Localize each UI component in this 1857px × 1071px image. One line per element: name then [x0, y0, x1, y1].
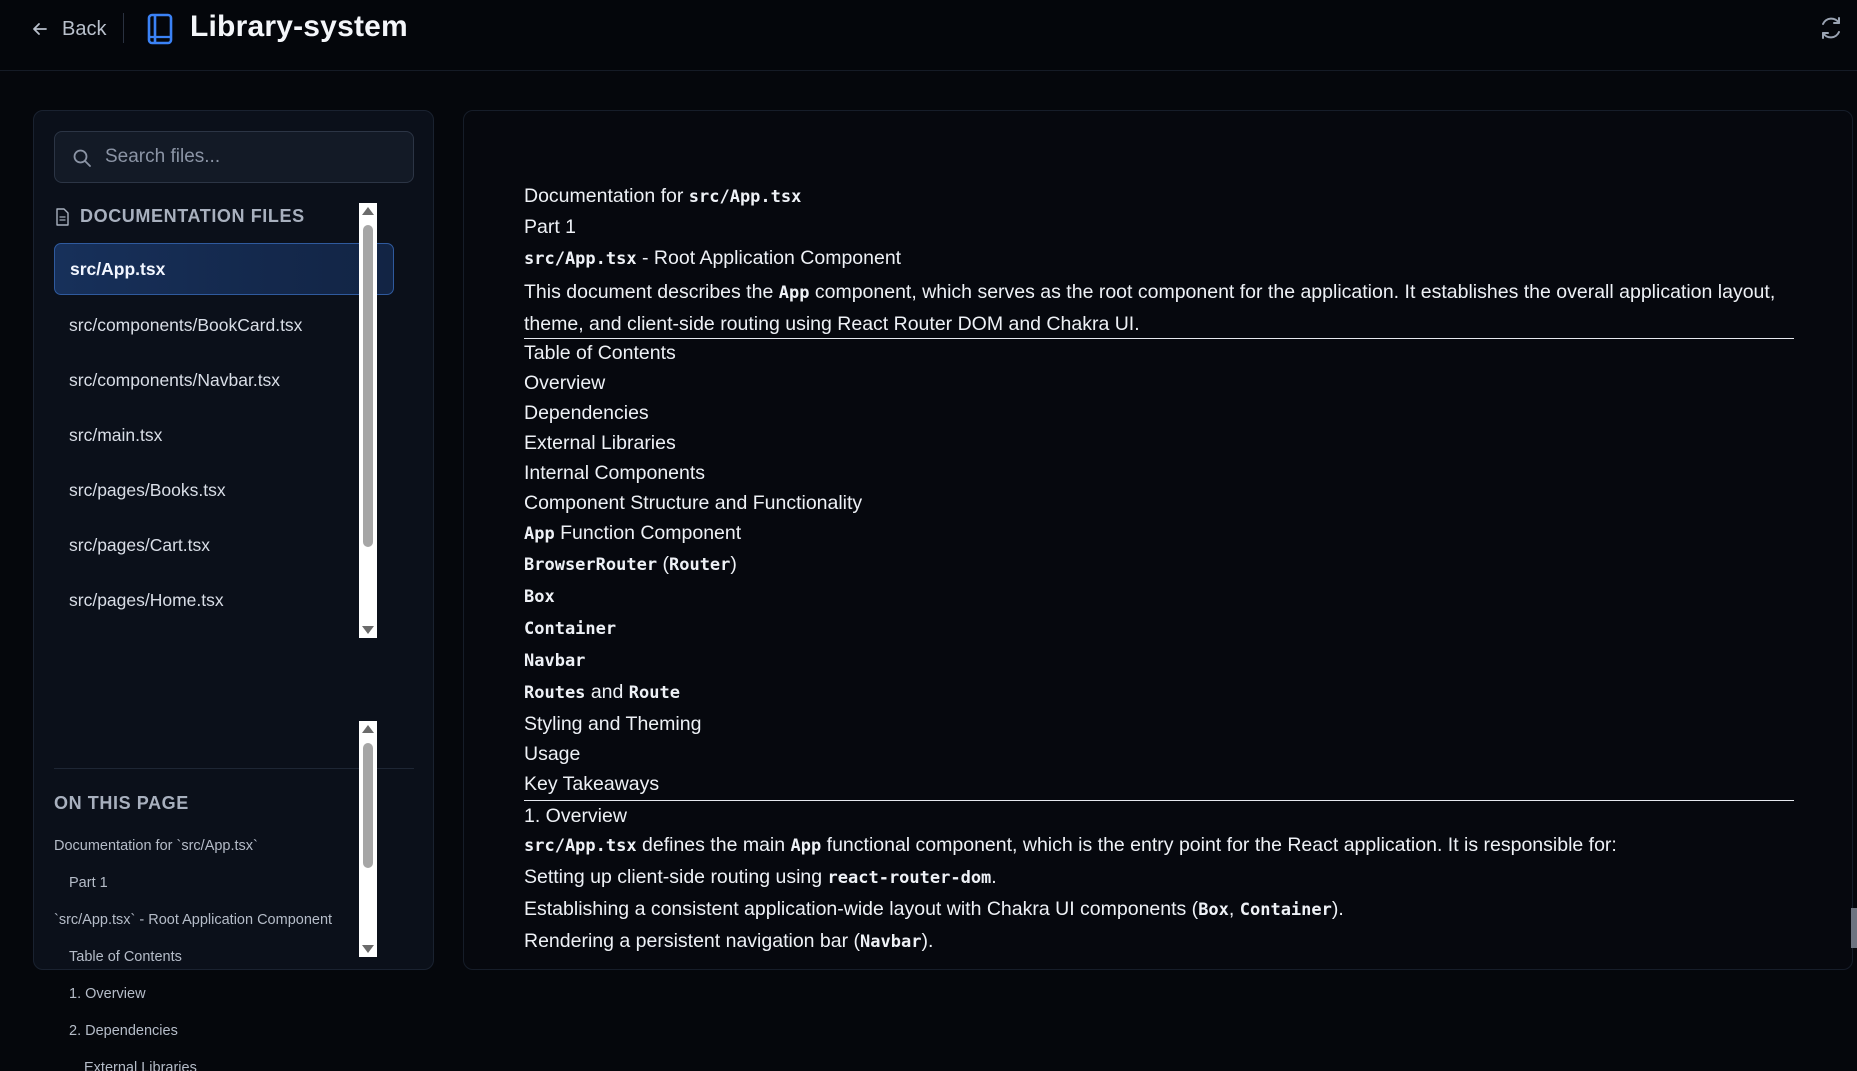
code-span: react-router-dom [827, 868, 992, 888]
toc-entry [524, 617, 616, 640]
header-divider [123, 13, 124, 43]
code-span: Route [628, 683, 680, 703]
toc-entry [524, 681, 680, 704]
doc-heading [524, 185, 801, 208]
overview-paragraph [524, 834, 1617, 857]
file-label: src/pages/Cart.tsx [69, 534, 211, 555]
bullet-text: , [1228, 898, 1240, 920]
toc-entry [524, 522, 741, 545]
back-button[interactable] [30, 15, 106, 43]
bullet-text: Rendering a persistent navigation bar ( [524, 930, 861, 952]
doc-heading-text: Documentation for [524, 185, 689, 207]
doc-intro-text: component, which serves as the root component for the application. It establishes the overall application layout, theme, and client-side routing using React Router DOM and Chakra UI. [524, 281, 1776, 335]
code-span: Container [524, 619, 617, 639]
file-label: src/main.tsx [69, 424, 163, 445]
divider [524, 800, 1794, 801]
refresh-icon[interactable] [1818, 15, 1844, 41]
overview-bullet [524, 898, 1344, 921]
code-span: Navbar [524, 651, 586, 671]
toc-entry [524, 649, 585, 672]
file-label: src/pages/Books.tsx [69, 479, 226, 500]
scroll-thumb[interactable] [363, 743, 373, 868]
window-scrollbar-thumb[interactable] [1851, 908, 1857, 948]
toc-entry-text: Function Component [554, 522, 742, 544]
toc-entry: Overview [524, 372, 606, 394]
code-span: Box [524, 587, 555, 607]
paragraph-text: defines the main [636, 834, 791, 856]
toc-scrollbar[interactable] [359, 721, 377, 957]
search-icon [72, 148, 92, 168]
file-item-app[interactable] [54, 243, 394, 295]
file-label: src/pages/Home.tsx [69, 589, 224, 610]
code-span: App [790, 836, 822, 856]
toc-item[interactable]: Table of Contents [69, 949, 182, 965]
toc-entry: Internal Components [524, 462, 706, 484]
file-item-cart[interactable] [54, 519, 394, 571]
toc-entry: Usage [524, 743, 581, 765]
scroll-down-arrow[interactable] [362, 945, 374, 953]
bullet-text: Setting up client-side routing using [524, 866, 828, 888]
toc-entry: Key Takeaways [524, 773, 660, 795]
divider [524, 338, 1794, 339]
overview-bullet [524, 866, 997, 889]
doc-heading-code: src/App.tsx [688, 187, 802, 207]
doc-intro [524, 277, 1794, 340]
bullet-text: . [991, 866, 997, 888]
bullet-text: ). [921, 930, 934, 952]
book-icon [146, 13, 174, 45]
on-this-page-heading: ON THIS PAGE [54, 793, 189, 813]
file-item-books[interactable] [54, 464, 394, 516]
file-icon [54, 208, 70, 226]
code-span: Navbar [860, 932, 922, 952]
toc-heading: Table of Contents [524, 342, 676, 364]
toc-entry: Dependencies [524, 402, 649, 424]
on-this-page-list [54, 831, 394, 1071]
toc-item[interactable]: Part 1 [69, 875, 108, 891]
toc-item[interactable]: 1. Overview [69, 986, 146, 1002]
search-input[interactable] [105, 132, 405, 182]
search-box[interactable] [54, 131, 414, 183]
doc-part: Part 1 [524, 216, 577, 238]
toc-entry [524, 553, 737, 576]
documentation-files-heading [54, 206, 305, 227]
file-item-home[interactable] [54, 574, 394, 626]
doc-intro-text: This document describes the [524, 281, 779, 303]
files-heading-label: DOCUMENTATION FILES [80, 206, 305, 226]
file-label: src/components/BookCard.tsx [69, 314, 303, 335]
doc-intro-code: App [778, 283, 810, 303]
bullet-text: ). [1331, 898, 1344, 920]
toc-entry [524, 585, 555, 608]
scroll-down-arrow[interactable] [362, 626, 374, 634]
toc-item[interactable]: External Libraries [84, 1060, 197, 1071]
code-span: BrowserRouter [524, 555, 658, 575]
file-item-main[interactable] [54, 409, 394, 461]
bullet-text: Establishing a consistent application-wide layout with Chakra UI components ( [524, 898, 1199, 920]
file-label: src/App.tsx [70, 258, 166, 279]
file-list [54, 243, 394, 748]
file-label: src/components/Navbar.tsx [69, 369, 281, 390]
code-span: Router [668, 555, 731, 575]
code-span: Routes [524, 683, 586, 703]
code-span: Container [1239, 900, 1332, 920]
toc-item[interactable]: `src/App.tsx` - Root Application Component [54, 912, 333, 928]
toc-entry: Component Structure and Functionality [524, 492, 863, 514]
file-item-bookcard[interactable] [54, 299, 394, 351]
code-span: Box [1198, 900, 1229, 920]
overview-bullet [524, 930, 933, 953]
page-title: Library-system [190, 10, 408, 43]
toc-item[interactable]: 2. Dependencies [69, 1023, 178, 1039]
toc-entry: Styling and Theming [524, 713, 702, 735]
scroll-up-arrow[interactable] [362, 725, 374, 733]
scroll-up-arrow[interactable] [362, 207, 374, 215]
file-item-navbar[interactable] [54, 354, 394, 406]
doc-title-text: - Root Application Component [636, 247, 902, 269]
doc-content-panel [463, 110, 1853, 970]
paragraph-text: functional component, which is the entry point for the React application. It is responsible for: [821, 834, 1617, 856]
arrow-left-icon [30, 19, 50, 39]
toc-entry-text: ( [657, 553, 669, 575]
code-span: App [524, 524, 555, 544]
toc-entry-text: ) [730, 553, 737, 575]
toc-item[interactable]: Documentation for `src/App.tsx` [54, 838, 258, 854]
file-list-scrollbar[interactable] [359, 203, 377, 638]
section-heading-overview: 1. Overview [524, 805, 627, 827]
scroll-thumb[interactable] [363, 225, 373, 547]
toc-entry-text: and [585, 681, 629, 703]
back-label: Back [62, 17, 107, 40]
doc-title-code: src/App.tsx [524, 249, 637, 269]
doc-title [524, 247, 901, 270]
code-span: src/App.tsx [524, 836, 637, 856]
top-header [0, 0, 1857, 71]
toc-entry: External Libraries [524, 432, 676, 454]
